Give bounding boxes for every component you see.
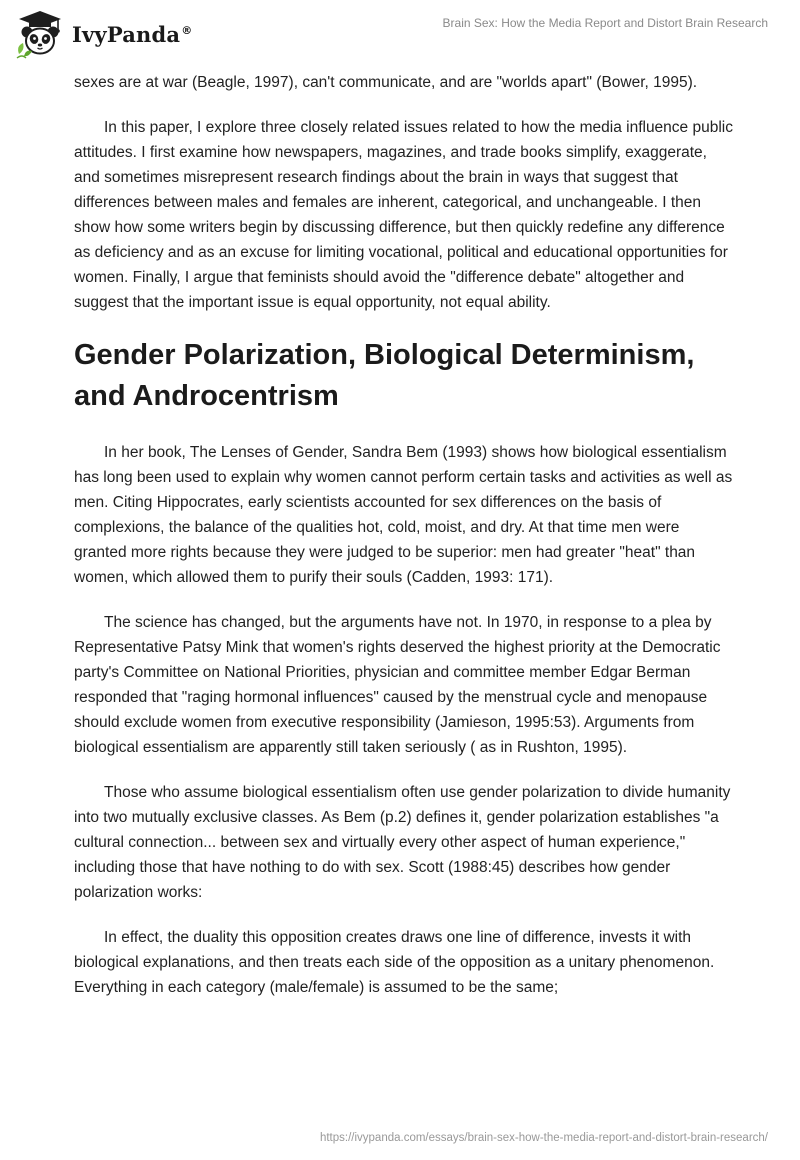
brand-name: IvyPanda® bbox=[72, 21, 193, 47]
section-heading: Gender Polarization, Biological Determinism, and Androcentrism bbox=[74, 339, 695, 412]
paragraph-intro: In this paper, I explore three closely related issues related to how the media influence public attitudes. I first examine how newspapers, magazines, and trade books simplify, exaggerate, and sometimes misrepresent research findings about the brain in ways that suggest that differences between males and females are inherent, categorical, and unchangeable. I then show how some writers begin by discussing difference, but then quickly redefine any difference as deficiency and as an excuse for limiting vocational, political and educational opportunities for women. Finally, I argue that feminists should avoid the "difference debate" altogether and suggest that the important issue is equal opportunity, not equal ability. bbox=[74, 119, 733, 311]
paragraph-scott-quote: In effect, the duality this opposition creates draws one line of difference, invests it with biological explanations, and then treats each side of the opposition as a unitary phenomenon. Everything in each category (male/female) is assumed to be the same; bbox=[74, 929, 715, 996]
ivypanda-logo[interactable] bbox=[14, 8, 192, 60]
document-title: Brain Sex: How the Media Report and Distort Brain Research bbox=[442, 16, 768, 30]
page-header bbox=[0, 0, 800, 70]
panda-graduate-logo-icon bbox=[14, 8, 66, 60]
registered-mark: ® bbox=[181, 23, 193, 37]
paragraph-continuation: sexes are at war (Beagle, 1997), can't communicate, and are "worlds apart" (Bower, 1995). bbox=[74, 74, 698, 91]
paragraph-gender-polarization: Those who assume biological essentialism often use gender polarization to divide humanity into two mutually exclusive classes. As Bem (p.2) defines it, gender polarization establishes "a cultural connection... between sex and virtually every other aspect of human experience," including those that have nothing to do with sex. Scott (1988:45) describes how gender polarization works: bbox=[74, 784, 731, 901]
article-body bbox=[74, 70, 734, 1020]
source-url[interactable]: https://ivypanda.com/essays/brain-sex-how-the-media-report-and-distort-brain-research/ bbox=[319, 1132, 768, 1144]
paragraph-bem-essentialism: In her book, The Lenses of Gender, Sandra Bem (1993) shows how biological essentialism has long been used to explain why women cannot perform certain tasks and activities as well as men. Citing Hippocrates, early scientists accounted for sex differences on the basis of complexions, the balance of the qualities hot, cold, moist, and dry. At that time men were granted more rights because they were judged to be superior: men had greater "heat" than women, which allowed them to purify their souls (Cadden, 1993: 171). bbox=[74, 444, 733, 586]
paragraph-science-changed: The science has changed, but the arguments have not. In 1970, in response to a plea by Representative Patsy Mink that women's rights deserved the highest priority at the Democratic party's Committee on National Priorities, physician and committee member Edgar Berman responded that "raging hormonal influences" caused by the menstrual cycle and menopause should exclude women from executive responsibility (Jamieson, 1995:53). Arguments from biological essentialism are apparently still taken seriously ( as in Rushton, 1995). bbox=[74, 614, 721, 756]
